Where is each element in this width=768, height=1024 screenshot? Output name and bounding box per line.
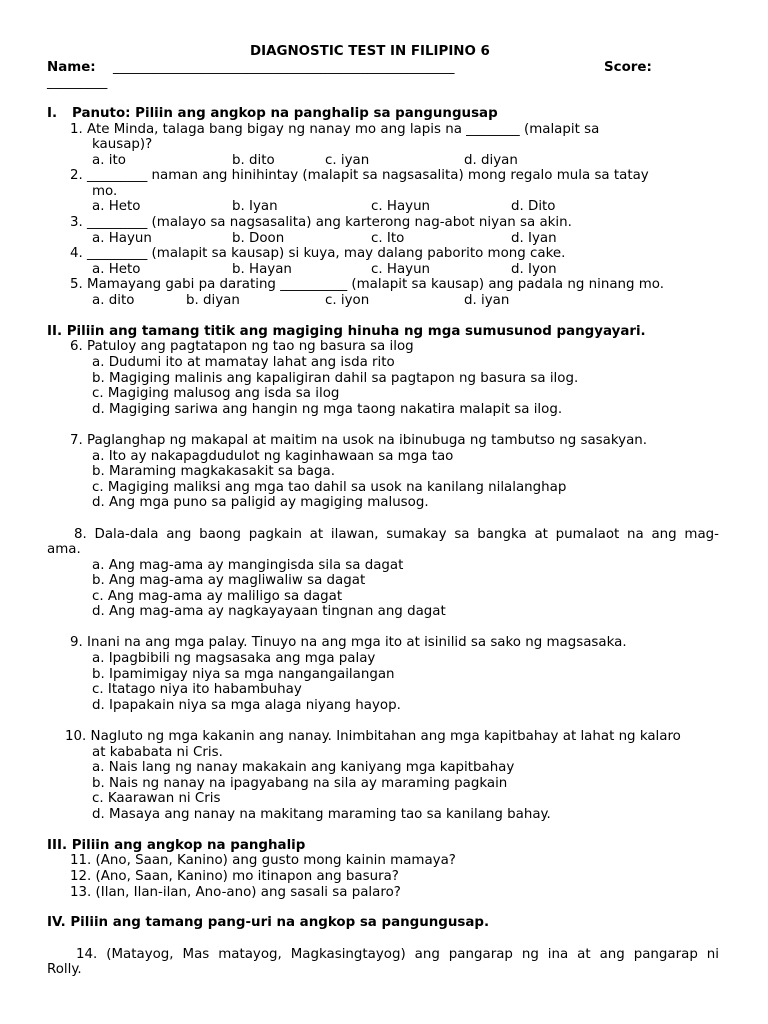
q8-stem: 8. Dala-dala ang baong pagkain at ilawan, sumakay sa bangka at pumalaot na ang mag- (74, 527, 719, 542)
q7-option-b: b. Maraming magkakasakit sa baga. (92, 464, 335, 479)
q2-option-b: b. Iyan (232, 199, 278, 214)
q7-option-d: d. Ang mga puno sa paligid ay magiging malusog. (92, 495, 429, 510)
q5-option-a: a. dito (92, 293, 135, 308)
q10-option-d: d. Masaya ang nanay na makitang maraming tao sa kanilang bahay. (92, 807, 551, 822)
q12-item: 12. (Ano, Saan, Kanino) mo itinapon ang basura? (70, 869, 399, 884)
q4-stem: 4. _________ (malapit sa kausap) si kuya, may dalang paborito mong cake. (70, 246, 566, 261)
q1-stem: 1. Ate Minda, talaga bang bigay ng nanay mo ang lapis na ________ (malapit sa (70, 122, 600, 137)
q4-option-d: d. Iyon (511, 262, 557, 277)
q8-option-b: b. Ang mag-ama ay magliwaliw sa dagat (92, 573, 366, 588)
section-3-heading: III. Piliin ang angkop na panghalip (47, 838, 306, 853)
q10-stem-cont: at kababata ni Cris. (92, 745, 223, 760)
q6-option-d: d. Magiging sariwa ang hangin ng mga taong nakatira malapit sa ilog. (92, 402, 563, 417)
q9-option-b: b. Ipamimigay niya sa mga nangangailangan (92, 667, 395, 682)
section-2-heading: II. Piliin ang tamang titik ang magiging hinuha ng mga sumusunod pangyayari. (47, 324, 646, 339)
score-label: Score: (604, 60, 652, 75)
q2-option-c: c. Hayun (371, 199, 431, 214)
q4-option-a: a. Heto (92, 262, 141, 277)
q10-option-a: a. Nais lang ng nanay makakain ang kaniyang mga kapitbahay (92, 760, 515, 775)
q9-option-c: c. Itatago niya ito habambuhay (92, 682, 302, 697)
section-1-heading: Panuto: Piliin ang angkop na panghalip sa pangungusap (72, 106, 498, 121)
q9-option-a: a. Ipagbibili ng magsasaka ang mga palay (92, 651, 376, 666)
q6-option-c: c. Magiging malusog ang isda sa ilog (92, 386, 340, 401)
q3-option-b: b. Doon (232, 231, 285, 246)
q9-option-d: d. Ipapakain niya sa mga alaga niyang hayop. (92, 698, 401, 713)
q10-option-b: b. Nais ng nanay na ipagyabang na sila ay maraming pagkain (92, 776, 508, 791)
q14-stem-cont: Rolly. (47, 962, 82, 977)
q6-stem: 6. Patuloy ang pagtatapon ng tao ng basura sa ilog (70, 339, 414, 354)
q5-option-b: b. diyan (186, 293, 240, 308)
q9-stem: 9. Inani na ang mga palay. Tinuyo na ang mga ito at isinilid sa sako ng magsasaka. (70, 635, 627, 650)
section-4-heading: IV. Piliin ang tamang pang-uri na angkop sa pangungusap. (47, 915, 490, 930)
q6-option-b: b. Magiging malinis ang kapaligiran dahil sa pagtapon ng basura sa ilog. (92, 371, 579, 386)
q1-option-d: d. diyan (464, 153, 518, 168)
q8-option-d: d. Ang mag-ama ay nagkayayaan tingnan ang dagat (92, 604, 446, 619)
q8-option-c: c. Ang mag-ama ay maliligo sa dagat (92, 589, 343, 604)
q4-option-b: b. Hayan (232, 262, 292, 277)
q5-option-d: d. iyan (464, 293, 510, 308)
q4-option-c: c. Hayun (371, 262, 431, 277)
q3-option-a: a. Hayun (92, 231, 152, 246)
q2-stem: 2. _________ naman ang hinihintay (malapit sa nagsasalita) mong regalo mula sa tatay (70, 168, 649, 183)
q1-option-a: a. ito (92, 153, 126, 168)
q8-stem-cont: ama. (47, 542, 81, 557)
q3-option-d: d. Iyan (511, 231, 557, 246)
q1-stem-cont: kausap)? (92, 137, 153, 152)
name-blank: ___________________________________________________ (113, 60, 455, 75)
q1-option-b: b. dito (232, 153, 275, 168)
q7-option-c: c. Magiging maliksi ang mga tao dahil sa usok na kanilang nilalanghap (92, 480, 567, 495)
q11-item: 11. (Ano, Saan, Kanino) ang gusto mong kainin mamaya? (70, 853, 456, 868)
q2-option-a: a. Heto (92, 199, 141, 214)
q5-option-c: c. iyon (325, 293, 370, 308)
q10-stem: 10. Nagluto ng mga kakanin ang nanay. Inimbitahan ang mga kapitbahay at lahat ng kalaro (65, 729, 681, 744)
q6-option-a: a. Dudumi ito at mamatay lahat ang isda rito (92, 355, 395, 370)
name-label: Name: (47, 60, 96, 75)
q7-stem: 7. Paglanghap ng makapal at maitim na usok na ibinubuga ng tambutso ng sasakyan. (70, 433, 648, 448)
q8-option-a: a. Ang mag-ama ay mangingisda sila sa dagat (92, 558, 404, 573)
q3-stem: 3. _________ (malayo sa nagsasalita) ang karterong nag-abot niyan sa akin. (70, 215, 572, 230)
q1-option-c: c. iyan (325, 153, 370, 168)
q14-stem: 14. (Matayog, Mas matayog, Magkasingtayog) ang pangarap ng ina at ang pangarap ni (76, 947, 719, 962)
q5-stem: 5. Mamayang gabi pa darating __________ (malapit sa kausap) ang padala ng ninang mo. (70, 277, 665, 292)
section-1-number: I. (47, 106, 58, 121)
q3-option-c: c. Ito (371, 231, 405, 246)
q2-stem-cont: mo. (92, 184, 118, 199)
q13-item: 13. (Ilan, Ilan-ilan, Ano-ano) ang sasali sa palaro? (70, 885, 401, 900)
page-title: DIAGNOSTIC TEST IN FILIPINO 6 (250, 44, 490, 59)
q10-option-c: c. Kaarawan ni Cris (92, 791, 221, 806)
q2-option-d: d. Dito (511, 199, 556, 214)
q7-option-a: a. Ito ay nakapagdudulot ng kaginhawaan sa mga tao (92, 449, 454, 464)
score-blank: _________ (47, 75, 108, 90)
